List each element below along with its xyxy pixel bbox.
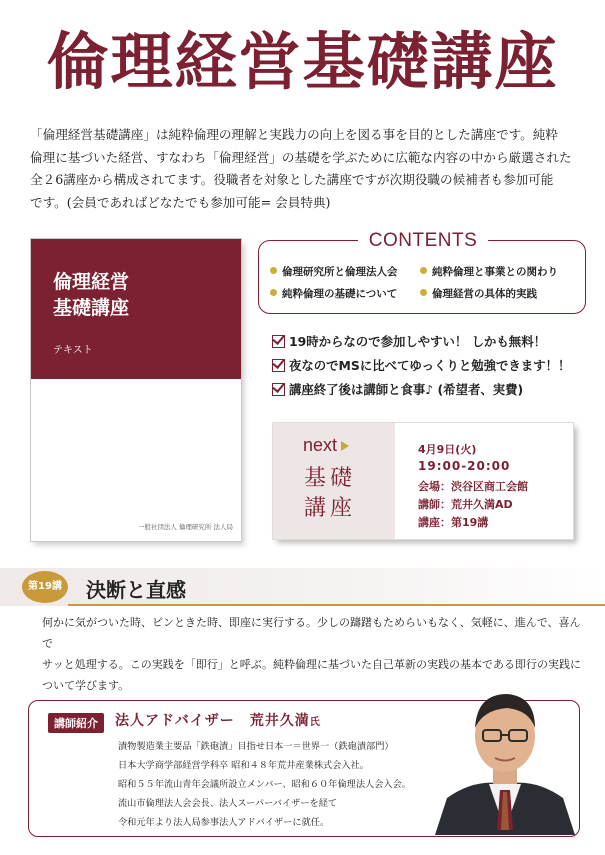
contents-item: 倫理研究所と倫理法人会 bbox=[270, 264, 398, 279]
bio-line: 令和元年より法人局参事法人アドバイザーに就任。 bbox=[118, 817, 330, 828]
description-line: 何かに気がついた時、ピンときた時、即座に実行する。少しの躊躇もためらいもなく、気軽に、進んで、喜んで bbox=[42, 616, 581, 650]
next-session-card bbox=[272, 422, 574, 540]
event-venue: 会場：渋谷区商工会館 bbox=[418, 480, 528, 493]
section-title: 決断と直感 bbox=[86, 578, 186, 602]
contents-item: 純粋倫理の基礎について bbox=[270, 286, 397, 301]
event-course: 講座：第19講 bbox=[418, 516, 489, 529]
feature-check: 19時からなので参加しやすい！ しかも無料！ bbox=[272, 332, 546, 350]
textbook-title-line1: 倫理経営 bbox=[53, 271, 130, 293]
description-line: サッと処理する。この実践を「即行」と呼ぶ。純粋倫理に基づいた自己革新の実践の基本である即行の実践に bbox=[42, 658, 581, 671]
checkbox-icon bbox=[272, 335, 285, 348]
next-label-panel bbox=[273, 423, 395, 539]
textbook-cover-band bbox=[31, 239, 241, 379]
arrow-right-icon bbox=[341, 441, 349, 451]
event-date: 4月9日(火) bbox=[418, 443, 477, 456]
contents-heading: CONTENTS bbox=[358, 230, 488, 252]
next-label-line1: 基礎 bbox=[304, 466, 357, 491]
next-label: next bbox=[303, 435, 349, 456]
session-badge: 第19講 bbox=[22, 571, 68, 603]
description-line: ついて学びます。 bbox=[42, 679, 130, 692]
feature-check: 講座終了後は講師と食事♪ (希望者、実費) bbox=[272, 380, 523, 398]
event-time: 19:00-20:00 bbox=[418, 459, 511, 473]
bio-line: 流山市倫理法人会会長、法人スーパーバイザーを経て bbox=[118, 798, 338, 809]
next-label-line2: 講座 bbox=[304, 496, 357, 521]
bio-line: 漬物製造業主要品「鉄砲漬」目指せ日本一＝世界一（鉄砲漬部門） bbox=[118, 741, 394, 752]
profile-tag: 講師紹介 bbox=[48, 713, 104, 733]
bullet-dot-icon bbox=[420, 289, 427, 296]
bullet-dot-icon bbox=[420, 267, 427, 274]
lecturer-portrait bbox=[425, 680, 585, 835]
page-title: 倫理経営基礎講座 bbox=[46, 25, 559, 98]
checkbox-icon bbox=[272, 359, 285, 372]
feature-check: 夜なのでMSに比べてゆっくりと勉強できます！！ bbox=[272, 356, 570, 374]
intro-line: です。(会員であればどなたでも参加可能= 会員特典) bbox=[30, 194, 331, 210]
contents-item: 倫理経営の具体的実践 bbox=[420, 286, 537, 301]
lecturer-name: 法人アドバイザー 荒井久満氏 bbox=[115, 713, 321, 729]
bullet-dot-icon bbox=[270, 267, 277, 274]
textbook-image bbox=[30, 238, 242, 542]
section-divider bbox=[68, 604, 605, 606]
bio-line: 日本大学商学部経営学科卒 昭和４８年荒井産業株式会入社。 bbox=[118, 760, 369, 771]
intro-line: 倫理に基づいた経営、すなわち「倫理経営」の基礎を学ぶために広範な内容の中から厳選された bbox=[30, 149, 572, 165]
intro-line: 「倫理経営基礎講座」は純粋倫理の理解と実践力の向上を図る事を目的とした講座です。純粋 bbox=[30, 127, 558, 142]
intro-line: 全２6講座から構成されてます。役職者を対象とした講座ですが次期役職の候補者も参加可能 bbox=[30, 172, 554, 187]
bio-line: 昭和５５年流山青年会議所設立メンバー、昭和６０年倫理法人会入会。 bbox=[118, 779, 411, 790]
textbook-title-line2: 基礎講座 bbox=[53, 297, 130, 319]
event-lecturer: 講師：荒井久満AD bbox=[418, 498, 513, 511]
bullet-dot-icon bbox=[270, 289, 277, 296]
contents-item: 純粋倫理と事業との関わり bbox=[420, 264, 558, 279]
intro-text bbox=[30, 124, 582, 214]
checkbox-icon bbox=[272, 383, 285, 396]
textbook-publisher: 一般社団法人 倫理研究所 法人局 bbox=[137, 523, 233, 531]
textbook-subtitle: テキスト bbox=[53, 345, 93, 356]
